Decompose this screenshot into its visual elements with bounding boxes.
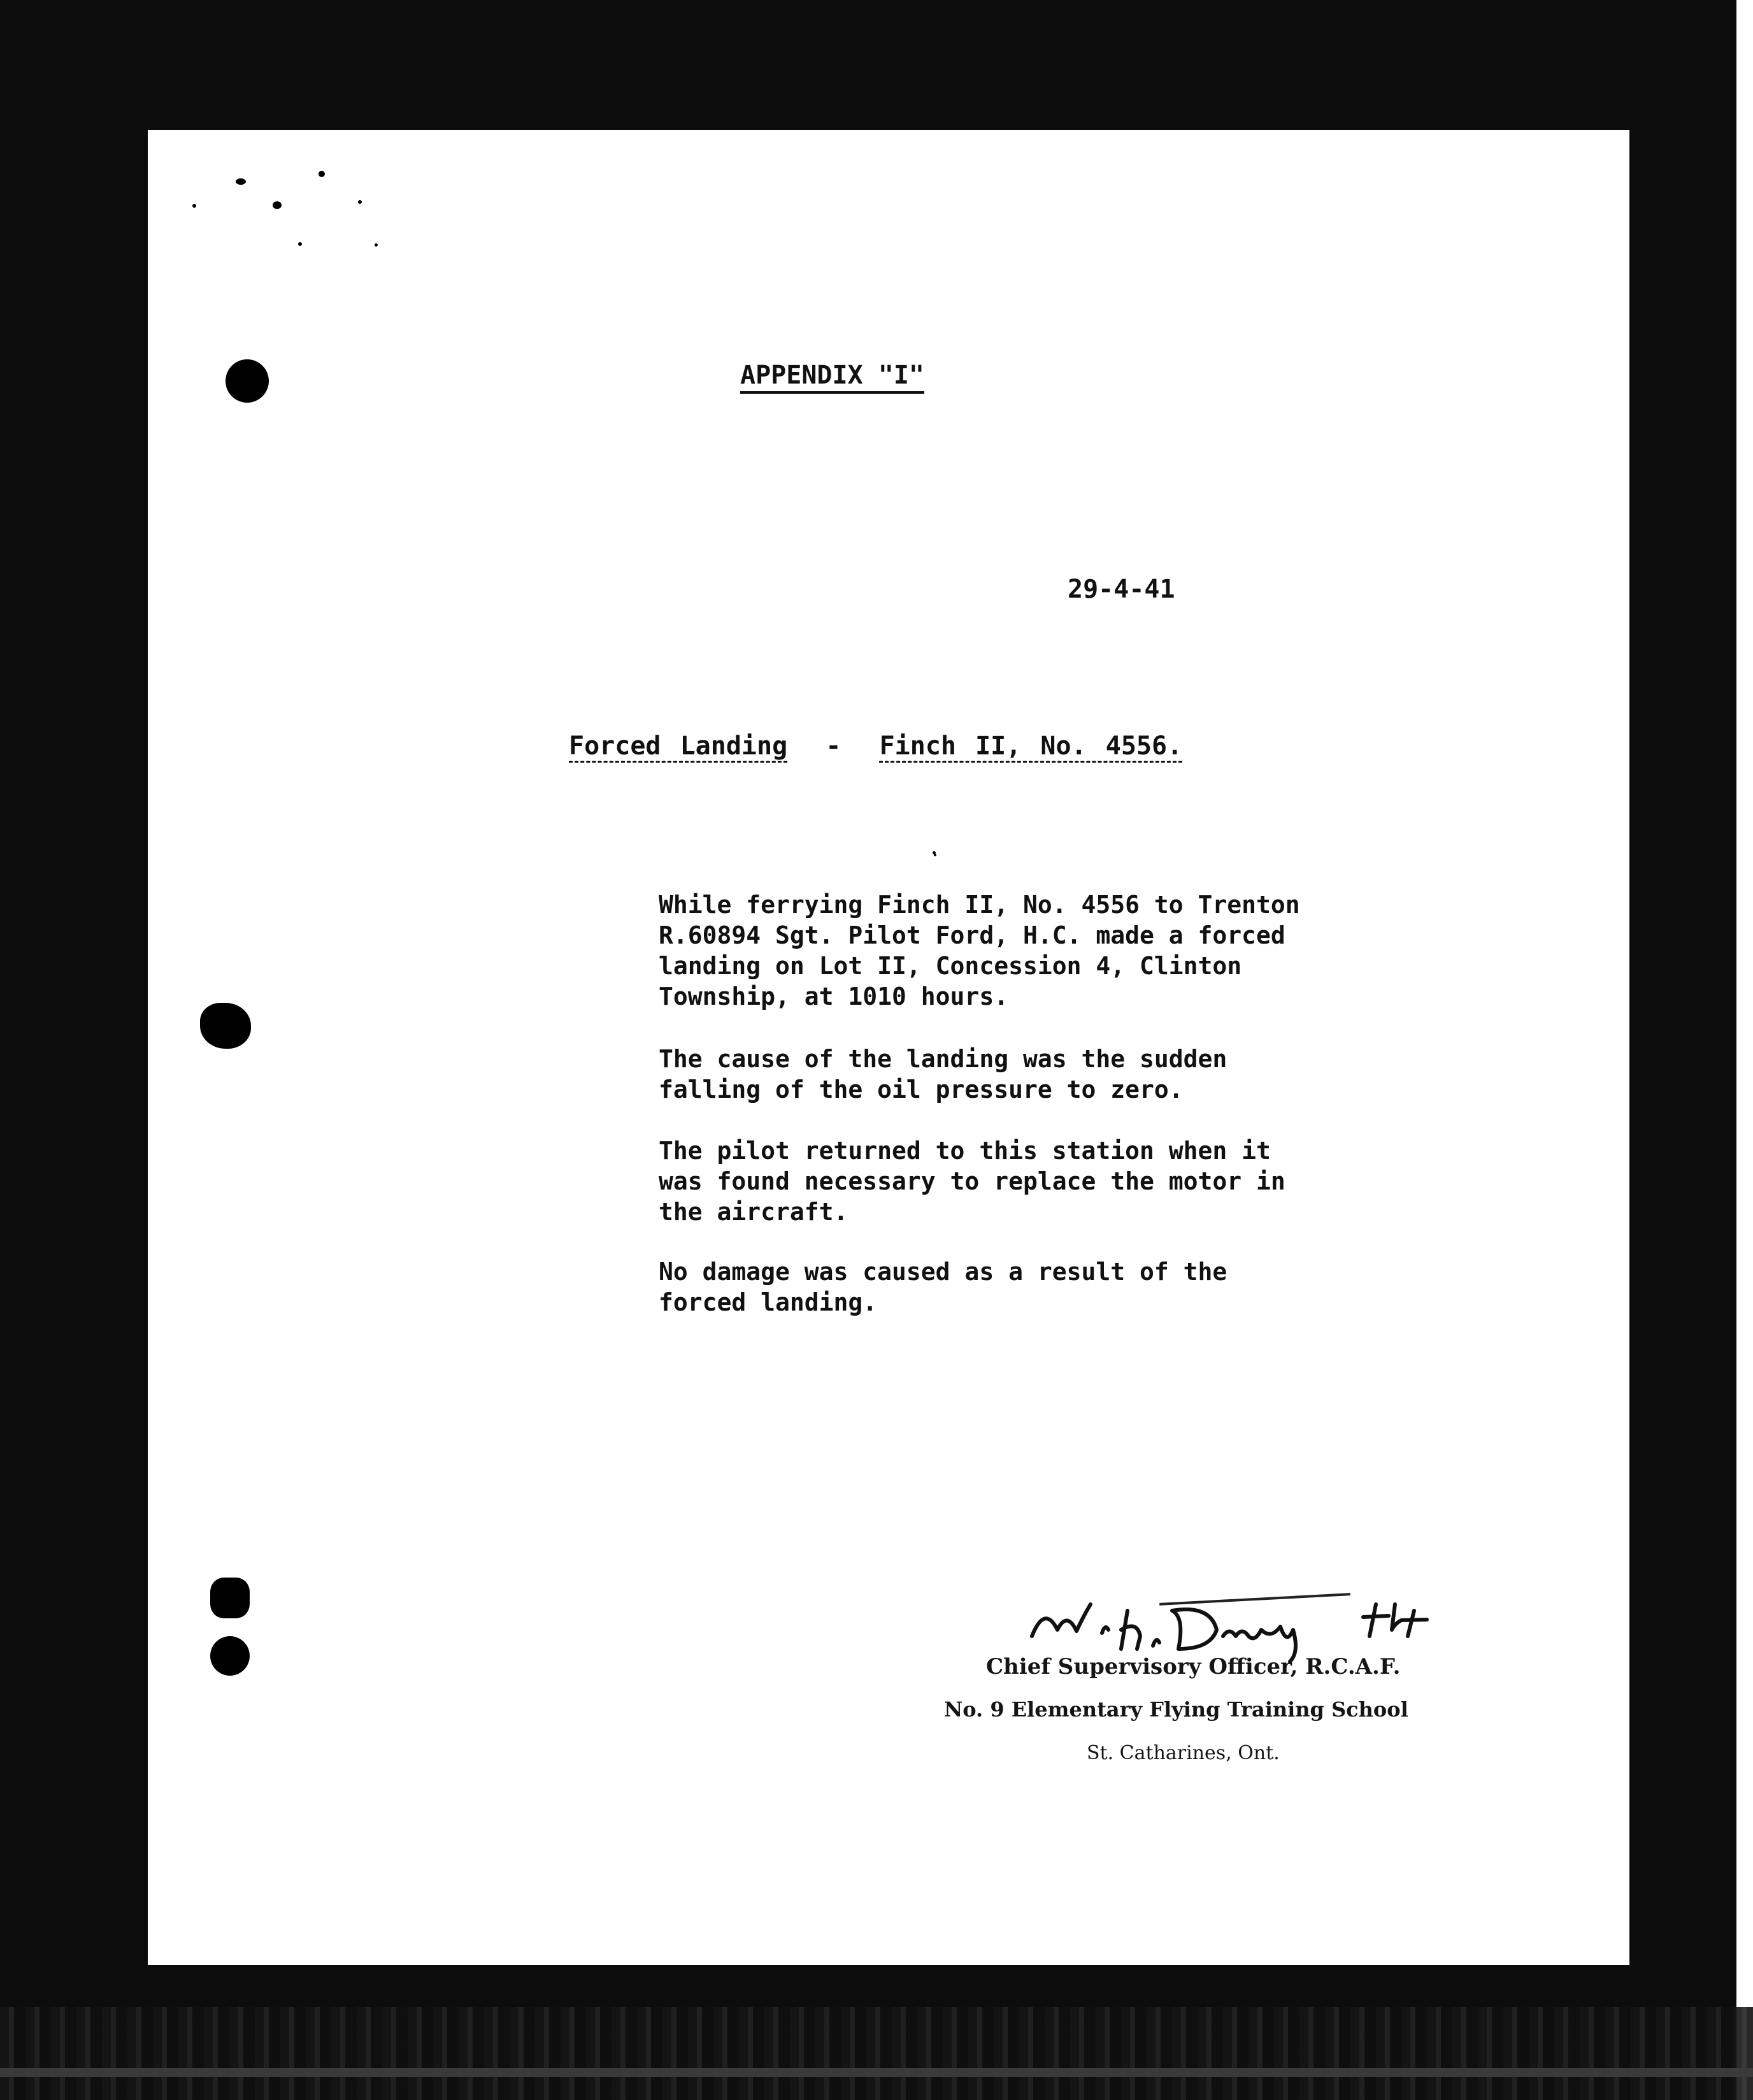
subject-part-1: Forced Landing [569,731,788,761]
speck [358,200,362,204]
punch-hole-lower-2 [210,1636,250,1676]
paragraph-line: R.60894 Sgt. Pilot Ford, H.C. made a forced [659,921,1285,949]
appendix-heading: APPENDIX "I" [740,361,924,390]
subject-part-2: Finch II, No. 4556. [879,731,1183,761]
paragraph-line: Township, at 1010 hours. [659,982,1009,1010]
document-date: 29-4-41 [1068,575,1175,604]
school-location: St. Catharines, Ont. [1087,1742,1280,1764]
film-border [0,2007,1753,2100]
paragraph-4 [659,1256,1227,1318]
paragraph-1 [659,889,1300,1012]
paragraph-3 [659,1135,1285,1227]
speck [192,204,196,208]
paragraph-line: forced landing. [659,1288,878,1316]
film-border-line [0,2068,1753,2077]
punch-hole-middle [200,1003,251,1049]
signatory-title: Chief Supervisory Officer, R.C.A.F. [986,1654,1401,1679]
speck [318,171,325,177]
punch-hole-lower-1 [210,1578,250,1618]
film-edge [1736,0,1753,2100]
punch-hole-top [225,359,269,403]
speck [298,242,302,246]
paragraph-2 [659,1044,1227,1105]
speck [934,854,936,856]
paragraph-line: While ferrying Finch II, No. 4556 to Trenton [659,891,1300,919]
subject-line [569,731,1182,761]
school-name: No. 9 Elementary Flying Training School [944,1697,1408,1722]
paragraph-line: falling of the oil pressure to zero. [659,1075,1184,1104]
paragraph-line: was found necessary to replace the motor in [659,1167,1285,1195]
speck [273,201,282,209]
paragraph-line: the aircraft. [659,1198,848,1226]
paragraph-line: No damage was caused as a result of the [659,1258,1227,1286]
subject-separator: - [826,731,841,761]
paragraph-line: The pilot returned to this station when it [659,1137,1271,1165]
speck [375,243,378,247]
paragraph-line: landing on Lot II, Concession 4, Clinton [659,952,1242,980]
speck [236,178,246,185]
paragraph-line: The cause of the landing was the sudden [659,1045,1227,1073]
